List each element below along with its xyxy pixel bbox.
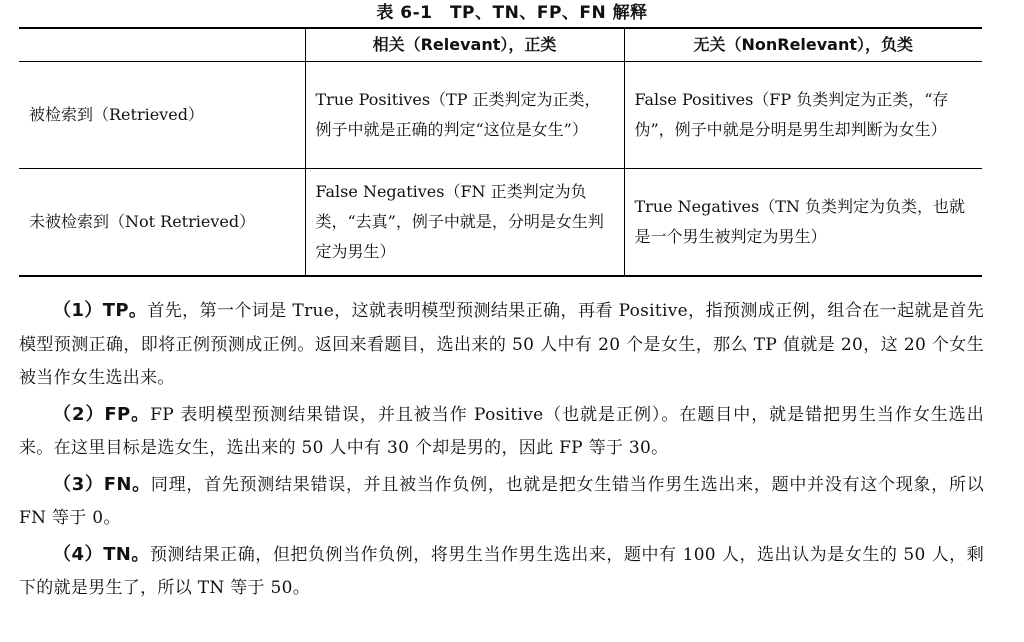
paragraph-tn — [19, 538, 984, 606]
paragraph-fn — [19, 468, 984, 536]
paragraph-tp — [19, 294, 984, 396]
table-row — [19, 62, 982, 169]
paragraph-text: 同理，首先预测结果错误，并且被当作负例，也就是把女生错当作男生选出来，题中并没有这个现象，所以 FN 等于 0。 — [19, 474, 984, 528]
row-label-retrieved: 被检索到（Retrieved） — [19, 62, 305, 169]
paragraph-text: 预测结果正确，但把负例当作负例，将男生当作男生选出来，题中有 100 人，选出认为是女生的 50 人，剩下的就是男生了，所以 TN 等于 50。 — [19, 544, 984, 598]
explanation-body — [19, 294, 984, 608]
paragraph-lead: （3）FN。 — [53, 473, 151, 495]
paragraph-text: 首先，第一个词是 True，这就表明模型预测结果正确，再看 Positive，指预测成正例，组合在一起就是首先模型预测正确，即将正例预测成正例。返回来看题目，选出来的 50 人中有 20 个是女生，那么 TP 值就是 20，这 20 个女生被当作女生选出来。 — [19, 301, 985, 388]
paragraph-fp — [19, 398, 984, 466]
paragraph-lead: （4）TN。 — [53, 543, 150, 565]
paragraph-lead: （1）TP。 — [53, 300, 148, 321]
cell-true-negatives: True Negatives（TN 负类判定为负类，也就是一个男生被判定为男生） — [624, 169, 982, 277]
paragraph-text: FP 表明模型预测结果错误，并且被当作 Positive（也就是正例）。在题目中，就是错把男生当作女生选出来。在这里目标是选女生，选出来的 50 人中有 30 个却是男的，因此 FP 等于 30。 — [19, 404, 985, 458]
header-cell-relevant: 相关（Relevant），正类 — [305, 28, 624, 62]
cell-false-negatives: False Negatives（FN 正类判定为负类，“去真”，例子中就是，分明是女生判定为男生） — [305, 169, 624, 277]
header-cell-nonrelevant: 无关（NonRelevant），负类 — [624, 28, 982, 62]
row-label-not-retrieved: 未被检索到（Not Retrieved） — [19, 169, 305, 277]
table-row — [19, 169, 982, 277]
paragraph-lead: （2）FP。 — [53, 403, 151, 425]
cell-false-positives: False Positives（FP 负类判定为正类，“存伪”，例子中就是分明是男生却判断为女生） — [624, 62, 982, 169]
table-caption: 表 6-1 TP、TN、FP、FN 解释 — [376, 3, 648, 23]
header-cell-empty — [19, 28, 305, 62]
confusion-matrix-table — [19, 27, 982, 277]
cell-true-positives: True Positives（TP 正类判定为正类，例子中就是正确的判定“这位是女生”） — [305, 62, 624, 169]
table-header-row — [19, 28, 982, 62]
